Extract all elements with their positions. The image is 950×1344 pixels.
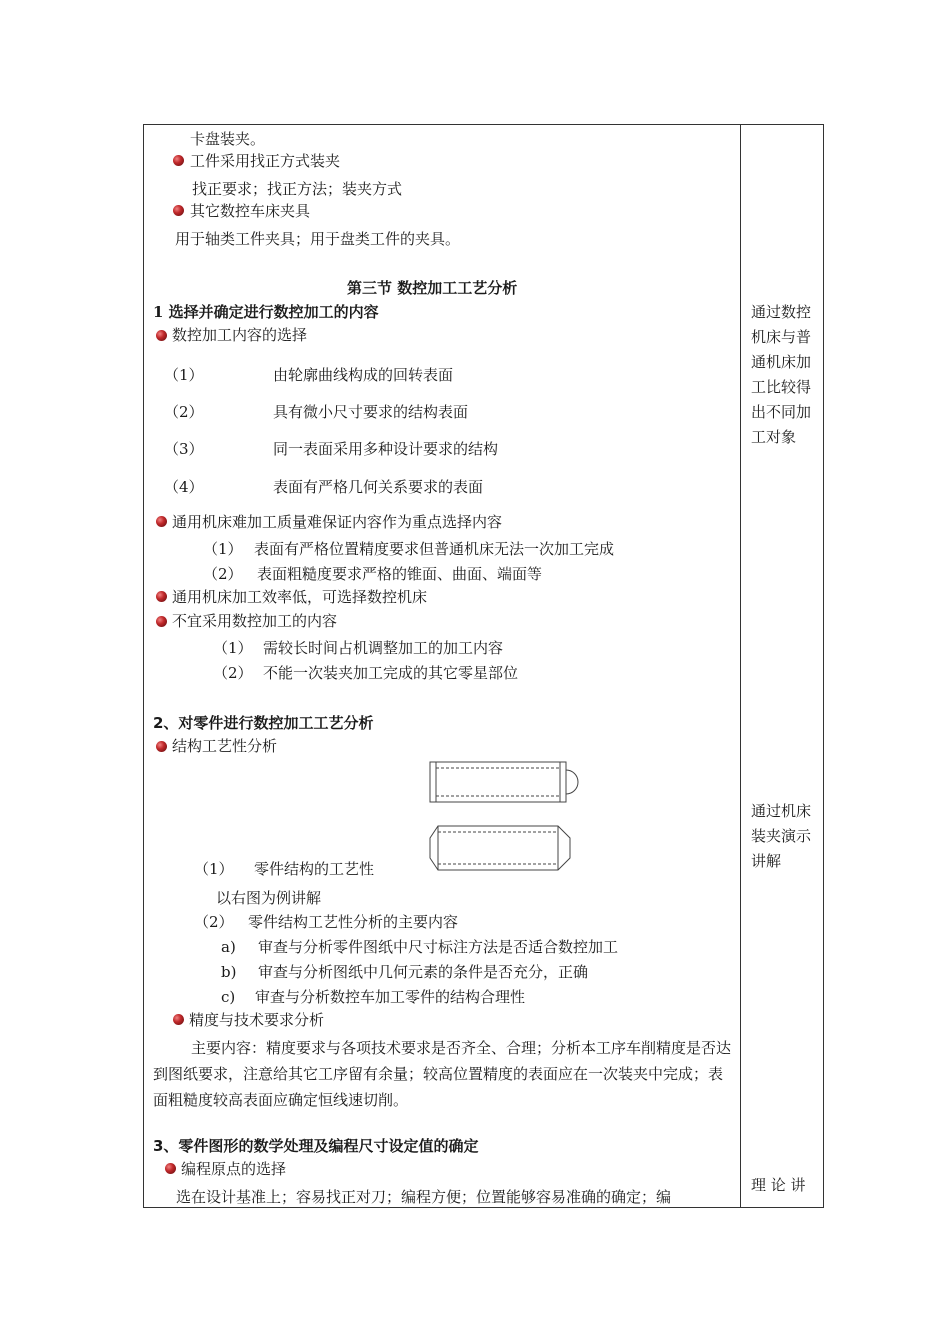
- list-num: （1）: [194, 860, 234, 878]
- text-line: 找正要求；找正方法；装夹方式: [192, 180, 403, 198]
- bullet-heading: 通用机床难加工质量难保证内容作为重点选择内容: [172, 513, 503, 531]
- text-line: 以右图为例讲解: [216, 889, 322, 907]
- bullet-icon: [173, 155, 184, 166]
- list-num: （2）: [194, 913, 234, 931]
- sub-item: 审查与分析零件图纸中尺寸标注方法是否适合数控加工: [258, 938, 619, 956]
- bullet-heading: 其它数控车床夹具: [190, 202, 311, 220]
- part-drawing: [426, 758, 586, 878]
- heading-3: 3、零件图形的数学处理及编程尺寸设定值的确定: [153, 1137, 479, 1155]
- column-divider: [740, 124, 741, 1208]
- list-item: 表面有严格位置精度要求但普通机床无法一次加工完成: [254, 540, 615, 558]
- bullet-heading: 编程原点的选择: [181, 1160, 287, 1178]
- list-item: 具有微小尺寸要求的结构表面: [273, 403, 469, 421]
- text-line: 用于轴类工件夹具；用于盘类工件的夹具。: [175, 230, 461, 248]
- list-item: 表面粗糙度要求严格的锥面、曲面、端面等: [257, 565, 543, 583]
- list-item: 零件结构的工艺性: [254, 860, 375, 878]
- bullet-heading: 不宜采用数控加工的内容: [172, 612, 338, 630]
- list-num: （2）: [213, 664, 253, 682]
- heading-2: 2、对零件进行数控加工工艺分析: [153, 714, 374, 732]
- sub-key: b): [221, 963, 237, 981]
- list-item: 表面有严格几何关系要求的表面: [273, 478, 484, 496]
- side-note: 理 论 讲: [751, 1176, 806, 1194]
- sub-item: 审查与分析图纸中几何元素的条件是否充分，正确: [258, 963, 589, 981]
- bullet-icon: [156, 741, 167, 752]
- bullet-icon: [173, 1014, 184, 1025]
- sub-item: 审查与分析数控车加工零件的结构合理性: [255, 988, 526, 1006]
- bullet-icon: [156, 591, 167, 602]
- bullet-icon: [156, 616, 167, 627]
- list-item: 同一表面采用多种设计要求的结构: [273, 440, 499, 458]
- section-title: 第三节 数控加工工艺分析: [347, 279, 518, 297]
- side-note: 通过数控机床与普通机床加工比较得出不同加工对象: [751, 303, 812, 446]
- bullet-heading: 工件采用找正方式装夹: [190, 152, 341, 170]
- bullet-icon: [173, 205, 184, 216]
- list-item: 零件结构工艺性分析的主要内容: [248, 913, 459, 931]
- sub-key: a): [221, 938, 236, 956]
- paragraph: 主要内容：精度要求与各项技术要求是否齐全、合理；分析本工序车削精度是否达到图纸要求，注意给其它工序留有余量；较高位置精度的表面应在一次装夹中完成；表面粗糙度较高表面应确定恒线速切削。: [153, 1039, 732, 1109]
- list-item: 不能一次装夹加工完成的其它零星部位: [263, 664, 519, 682]
- list-num: （1）: [203, 540, 243, 558]
- list-num: （1）: [164, 366, 204, 384]
- list-num: （1）: [213, 639, 253, 657]
- bullet-icon: [156, 330, 167, 341]
- bullet-icon: [165, 1163, 176, 1174]
- bullet-heading: 结构工艺性分析: [172, 737, 278, 755]
- list-num: （3）: [164, 440, 204, 458]
- bullet-heading: 数控加工内容的选择: [172, 326, 308, 344]
- list-num: （2）: [164, 403, 204, 421]
- bullet-heading: 通用机床加工效率低，可选择数控机床: [172, 588, 428, 606]
- list-item: 需较长时间占机调整加工的加工内容: [263, 639, 504, 657]
- bullet-heading: 精度与技术要求分析: [189, 1011, 325, 1029]
- side-note: 通过机床装夹演示讲解: [751, 802, 812, 870]
- list-num: （4）: [164, 478, 204, 496]
- text-line: 卡盘装夹。: [190, 130, 266, 148]
- list-num: （2）: [203, 565, 243, 583]
- bullet-icon: [156, 516, 167, 527]
- list-item: 由轮廓曲线构成的回转表面: [273, 366, 454, 384]
- heading-1: 1 选择并确定进行数控加工的内容: [153, 303, 379, 321]
- text-line: 选在设计基准上；容易找正对刀；编程方便；位置能够容易准确的确定；编: [176, 1188, 672, 1206]
- sub-key: c): [221, 988, 236, 1006]
